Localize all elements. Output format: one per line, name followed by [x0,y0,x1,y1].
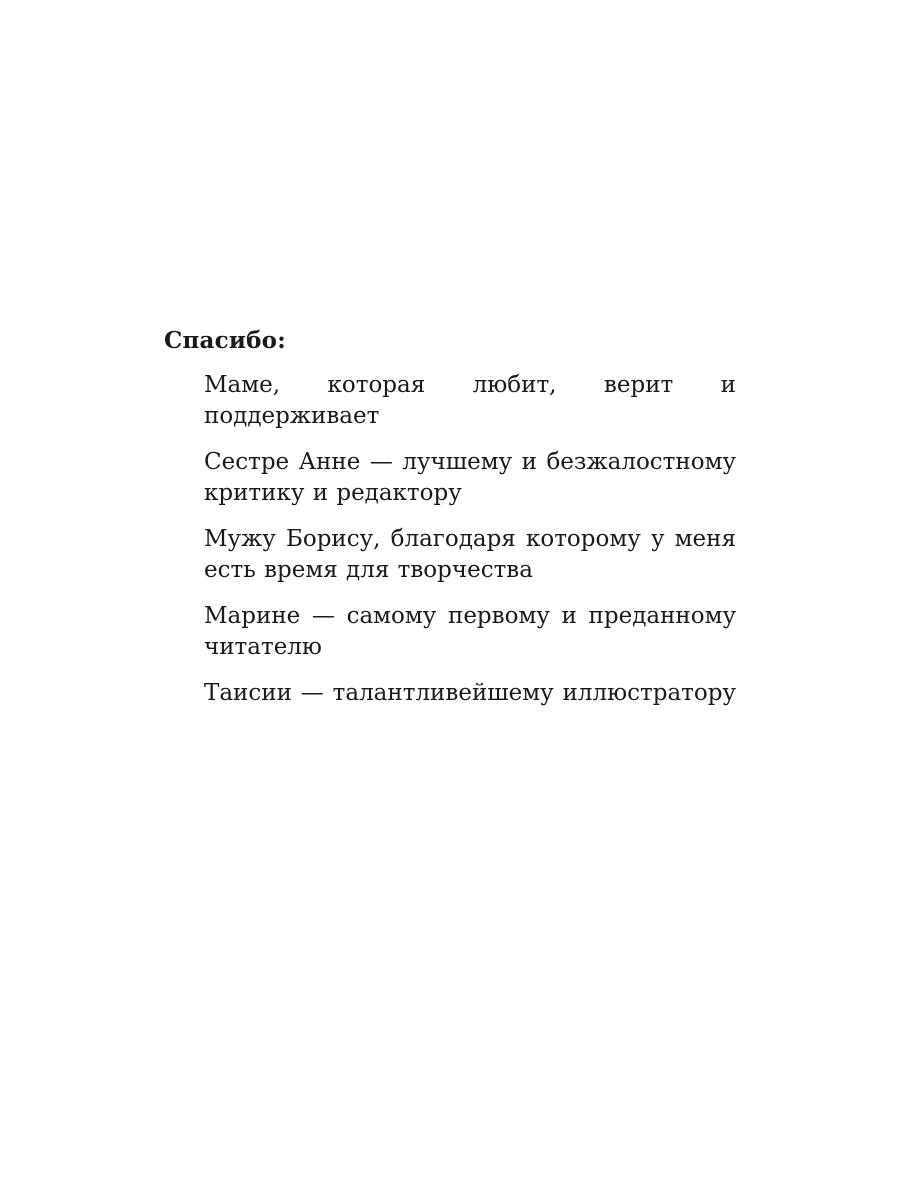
acknowledgement-entry: Мужу Борису, благодаря которому у меня есть время для творчества [204,526,736,583]
acknowledgement-entry: Таисии — талантливейшему иллюстратору [204,680,736,706]
acknowledgement-entry: Сестре Анне — лучшему и безжалостному критику и редактору [204,449,736,506]
acknowledgement-entry: Маме, которая любит, верит и поддерживает [204,372,736,429]
acknowledgements-list [204,370,736,724]
acknowledgement-entry: Марине — самому первому и преданному читателю [204,603,736,660]
page-heading: Спасибо: [164,327,286,354]
